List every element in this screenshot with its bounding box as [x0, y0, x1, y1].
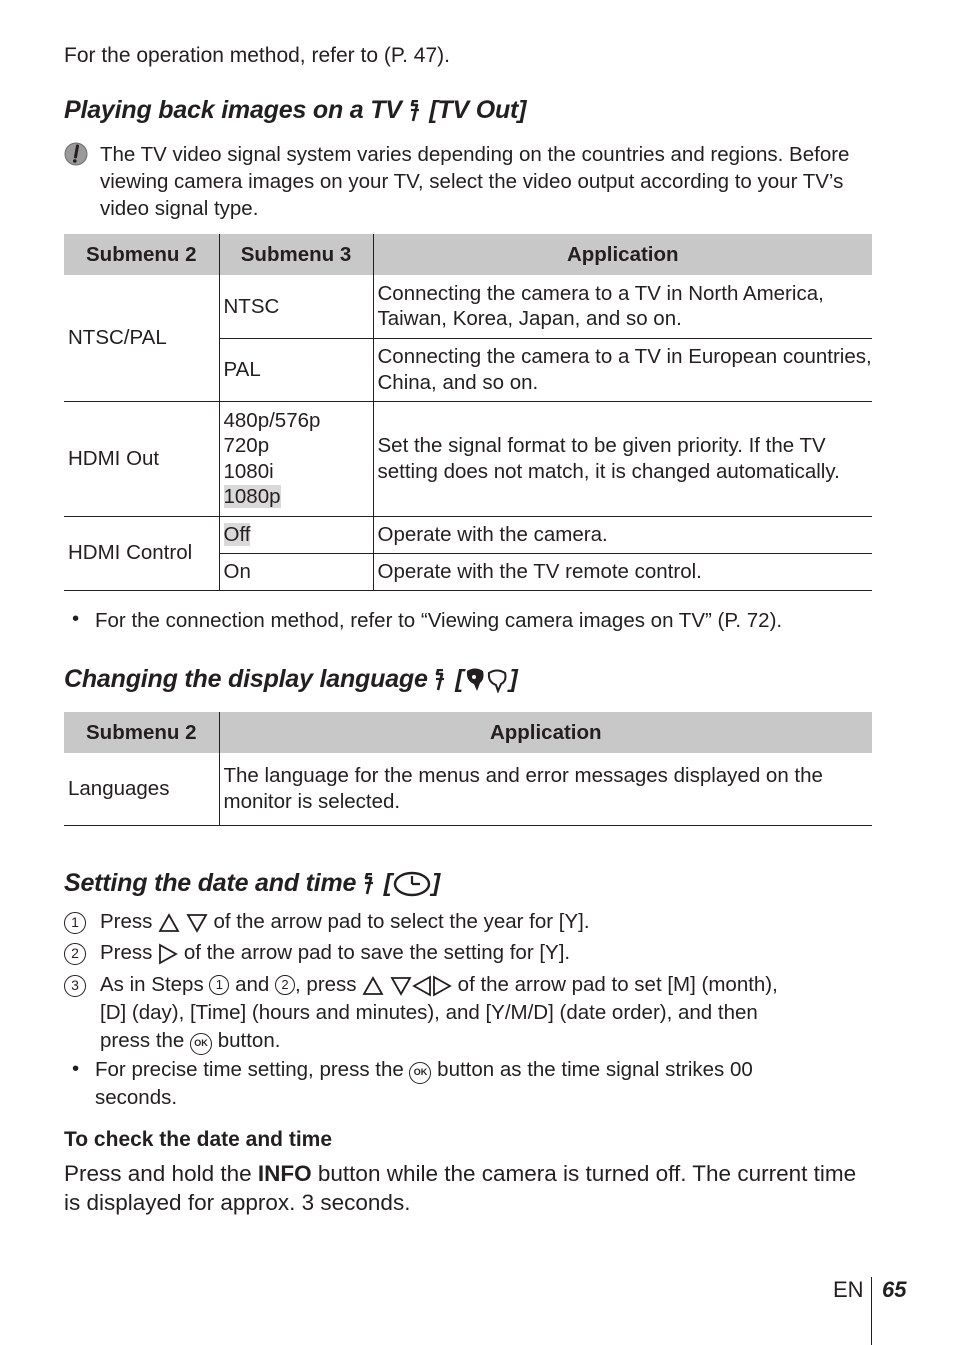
step-3-and: and	[235, 973, 270, 996]
step-3-text-a: As in Steps	[100, 973, 204, 996]
step-number: 2	[64, 943, 86, 965]
check-date-title: To check the date and time	[64, 1128, 333, 1151]
connection-bullet: For the connection method, refer to “Viewing camera images on TV” (P. 72).	[95, 609, 783, 632]
table-row	[64, 753, 872, 825]
language-icon	[463, 667, 509, 693]
bullet-marker: •	[72, 607, 80, 630]
down-arrow-icon	[390, 976, 412, 996]
option-1080i: 1080i	[223, 459, 274, 483]
section-title-date-time: Setting the date and time [ ]	[64, 869, 441, 897]
cell-ntsc-pal: NTSC/PAL	[64, 275, 219, 401]
header-application: Application	[219, 712, 872, 753]
step-3-line-3a: press the	[100, 1029, 185, 1052]
info-button-label: INFO	[257, 1161, 312, 1186]
step-2	[100, 939, 860, 967]
header-submenu2: Submenu 2	[64, 712, 219, 753]
step-3-text-b: of the arrow pad to set [M] (month),	[457, 973, 778, 996]
step-3-line-2: [D] (day), [Time] (hours and minutes), and [Y/M/D] (date order), and then	[100, 1001, 758, 1024]
step-3	[100, 971, 860, 1055]
cell-languages: Languages	[64, 753, 219, 825]
section-title-tv-out-suffix: [TV Out]	[429, 96, 527, 124]
precise-time-bullet	[95, 1056, 875, 1111]
step-ref-2: 2	[275, 975, 295, 995]
check-text-a: Press and hold the	[64, 1161, 252, 1186]
step-2-text-b: of the arrow pad to save the setting for [Y].	[183, 941, 571, 964]
cell-ntsc-app: Connecting the camera to a TV in North America, Taiwan, Korea, Japan, and so on.	[373, 275, 872, 338]
section-title-tv-out-prefix: Playing back images on a TV	[64, 96, 402, 124]
table-row	[64, 275, 872, 338]
setup-menu-icon	[409, 100, 423, 122]
precise-time-text-a: For precise time setting, press the	[95, 1058, 404, 1081]
cell-hdmi-control: HDMI Control	[64, 516, 219, 590]
precise-time-line-2: seconds.	[95, 1086, 178, 1109]
table-row	[64, 401, 872, 516]
page-number: 65	[882, 1277, 907, 1302]
section-title-tv-out	[64, 96, 526, 125]
precise-time-text-b: button as the time signal strikes 00	[437, 1058, 753, 1081]
bullet-marker: •	[72, 1057, 80, 1080]
ok-button-icon: OK	[409, 1062, 431, 1084]
check-date-paragraph	[64, 1159, 874, 1217]
option-off-default: Off	[223, 522, 251, 546]
caution-icon	[64, 142, 88, 166]
option-720p: 720p	[223, 434, 270, 457]
step-number: 1	[64, 912, 86, 934]
footer-language: EN	[833, 1277, 864, 1302]
header-submenu3: Submenu 3	[219, 234, 373, 275]
step-ref-1: 1	[209, 975, 229, 995]
section-title-language: Changing the display language [ ]	[64, 665, 518, 693]
down-arrow-icon	[186, 913, 208, 933]
option-480p: 480p/576p	[223, 408, 321, 432]
cell-on: On	[219, 553, 373, 590]
step-number: 3	[64, 975, 86, 997]
option-1080p-default: 1080p	[223, 485, 281, 508]
tv-out-table	[64, 234, 872, 591]
intro-text: For the operation method, refer to (P. 47).	[64, 44, 450, 67]
step-1-text-a: Press	[100, 910, 153, 933]
left-arrow-icon	[412, 975, 432, 997]
cell-ntsc: NTSC	[219, 275, 373, 338]
step-3-line-3b: button.	[217, 1029, 281, 1052]
ok-button-icon: OK	[190, 1033, 212, 1055]
cell-pal: PAL	[219, 338, 373, 401]
caution-note: The TV video signal system varies depending on the countries and regions. Before viewing camera images on your TV, select the video output according to your TV’s video signal type.	[100, 143, 850, 220]
footer-divider	[871, 1277, 872, 1345]
clock-icon	[392, 871, 432, 897]
cell-hdmi-out: HDMI Out	[64, 401, 219, 516]
cell-on-app: Operate with the TV remote control.	[373, 553, 872, 590]
check-text-b: button while the camera is turned off. The current time is displayed for approx. 3 seconds.	[64, 1161, 857, 1215]
section-title-language-prefix: Changing the display language	[64, 665, 428, 693]
cell-off-app: Operate with the camera.	[373, 516, 872, 553]
language-table	[64, 712, 872, 826]
step-3-press: , press	[295, 973, 357, 996]
table-header-row	[64, 712, 872, 753]
header-application: Application	[373, 234, 872, 275]
up-arrow-icon	[158, 913, 180, 933]
up-arrow-icon	[362, 976, 384, 996]
table-header-row	[64, 234, 872, 275]
right-arrow-icon	[432, 975, 452, 997]
cell-languages-app: The language for the menus and error messages displayed on the monitor is selected.	[219, 753, 872, 825]
table-row	[64, 516, 872, 553]
step-2-text-a: Press	[100, 941, 153, 964]
cell-pal-app: Connecting the camera to a TV in European countries, China, and so on.	[373, 338, 872, 401]
section-title-date-time-prefix: Setting the date and time	[64, 869, 357, 897]
step-1	[100, 908, 860, 936]
setup-menu-icon	[363, 873, 377, 895]
setup-menu-icon	[434, 669, 448, 691]
cell-hdmi-out-options	[219, 401, 373, 516]
right-arrow-icon	[158, 943, 178, 965]
step-1-text-b: of the arrow pad to select the year for [Y].	[213, 910, 590, 933]
cell-hdmi-out-app: Set the signal format to be given priority. If the TV setting does not match, it is changed automatically.	[373, 401, 872, 516]
header-submenu2: Submenu 2	[64, 234, 219, 275]
